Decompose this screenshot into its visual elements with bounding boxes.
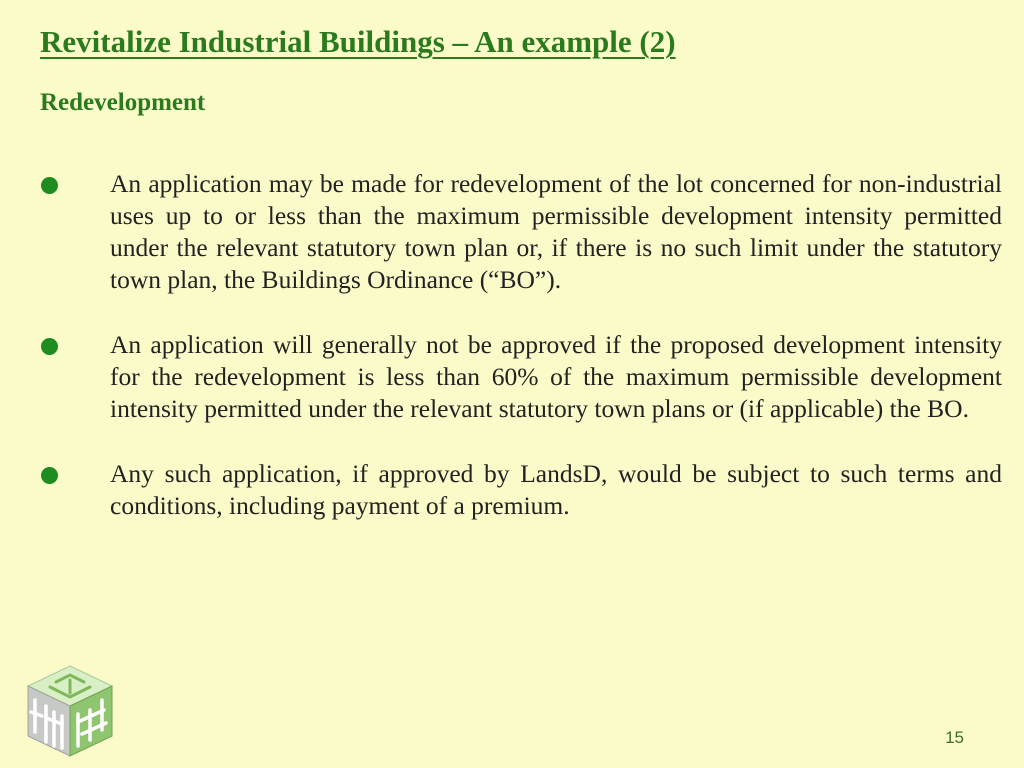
slide-title: Revitalize Industrial Buildings – An example (2): [40, 24, 676, 59]
bullet-item: [38, 458, 1002, 522]
bullet-text: An application will generally not be approved if the proposed development intensity for the redevelopment is less than 60% of the maximum permissible development intensity permitted under the relevant statutory town plans or (if applicable) the BO.: [110, 330, 1002, 423]
bullet-icon: [41, 467, 58, 484]
bullet-text: An application may be made for redevelopment of the lot concerned for non-industrial uses up to or less than the maximum permissible development intensity permitted under the relevant statutory town plan or, if there is no such limit under the statutory town plan, the Buildings Ordinance (“BO”).: [110, 169, 1002, 294]
bullet-list: [38, 168, 1002, 522]
bullet-icon: [41, 338, 58, 355]
lands-department-logo-icon: [20, 660, 120, 760]
bullet-text: Any such application, if approved by LandsD, would be subject to such terms and conditions, including payment of a premium.: [110, 459, 1002, 520]
bullet-item: [38, 329, 1002, 425]
bullet-item: [38, 168, 1002, 296]
bullet-icon: [41, 177, 58, 194]
page-number: 15: [945, 728, 964, 747]
slide-subtitle: Redevelopment: [40, 89, 206, 116]
